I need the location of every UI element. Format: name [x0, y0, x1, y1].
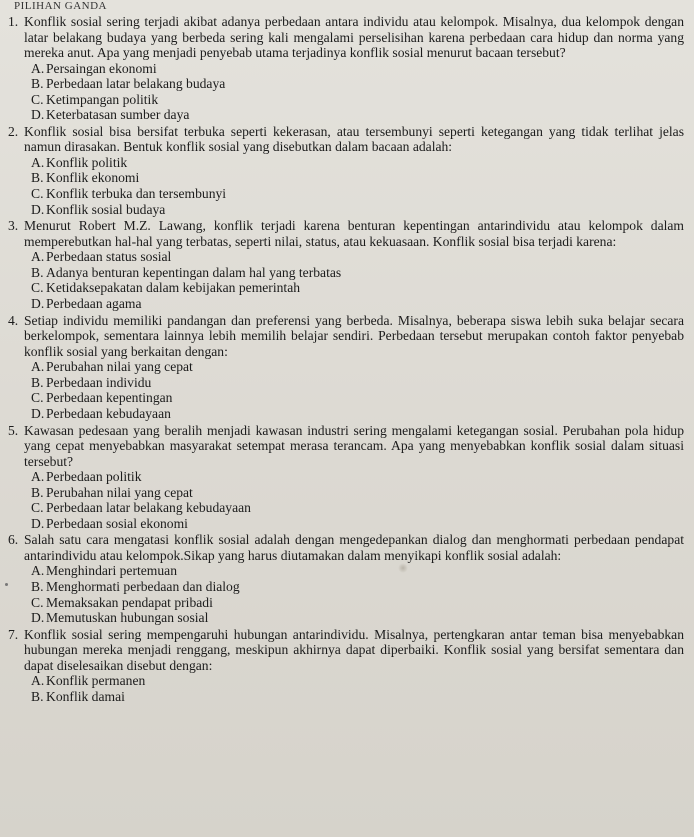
option-letter: B.	[31, 484, 44, 500]
question-6-option-b[interactable]	[31, 579, 684, 595]
section-header: PILIHAN GANDA	[14, 0, 107, 12]
question-number: 3.	[8, 218, 19, 234]
question-1-option-b[interactable]	[31, 76, 684, 92]
option-list	[31, 155, 684, 217]
question-3	[8, 218, 684, 311]
option-text: Perbedaan status sosial	[46, 249, 172, 265]
option-letter: C.	[31, 390, 44, 406]
option-letter: C.	[31, 91, 44, 107]
question-7-option-a[interactable]	[31, 673, 684, 689]
option-text: Konflik politik	[46, 154, 128, 170]
option-list	[31, 673, 684, 704]
option-letter: B.	[31, 76, 44, 92]
option-text: Konflik ekonomi	[46, 170, 140, 186]
question-list	[8, 14, 684, 705]
option-text: Menghormati perbedaan dan dialog	[46, 578, 240, 594]
question-number: 6.	[8, 532, 19, 548]
option-text: Konflik terbuka dan tersembunyi	[46, 186, 227, 202]
option-letter: C.	[31, 280, 44, 296]
question-text: Konflik sosial sering mempengaruhi hubungan antarindividu. Misalnya, pertengkaran antar teman bisa menyebabkan hubungan mereka menjadi renggang, meskipun akhirnya dapat diperbaiki. Konflik sosial yang bersifat sementara dan dapat diselesaikan disebut dengan:	[24, 626, 684, 673]
question-6-option-a[interactable]	[31, 563, 684, 579]
option-list	[31, 61, 684, 123]
question-2-option-c[interactable]	[31, 186, 684, 202]
option-letter: D.	[31, 201, 45, 217]
option-text: Perbedaan kepentingan	[46, 390, 173, 406]
question-2-option-d[interactable]	[31, 202, 684, 218]
question-number: 7.	[8, 626, 19, 642]
option-letter: C.	[31, 500, 44, 516]
option-text: Memutuskan hubungan sosial	[46, 610, 209, 626]
option-letter: B.	[31, 170, 44, 186]
question-4-option-a[interactable]	[31, 359, 684, 375]
option-letter: D.	[31, 405, 45, 421]
question-7-option-b[interactable]	[31, 689, 684, 705]
option-list	[31, 249, 684, 311]
option-text: Ketidaksepakatan dalam kebijakan pemerintah	[46, 280, 301, 296]
option-letter: D.	[31, 107, 45, 123]
option-text: Perubahan nilai yang cepat	[46, 359, 193, 375]
question-number: 4.	[8, 312, 19, 328]
option-letter: A.	[31, 154, 45, 170]
option-letter: A.	[31, 60, 45, 76]
option-letter: B.	[31, 264, 44, 280]
paper-dot	[5, 583, 8, 586]
option-letter: A.	[31, 469, 45, 484]
question-4-option-b[interactable]	[31, 375, 684, 391]
question-text: Konflik sosial sering terjadi akibat adanya perbedaan antara individu atau kelompok. Misalnya, dua kelompok dengan latar belakang budaya yang berbeda sering kali mengalami perselisihan karena perbedaan cara hidup dan norma yang mereka anut. Apa yang menjadi penyebab utama terjadinya konflik sosial menurut bacaan tersebut?	[24, 14, 684, 60]
option-text: Perbedaan sosial ekonomi	[46, 515, 188, 531]
question-7	[8, 627, 684, 705]
question-4-option-d[interactable]	[31, 406, 684, 422]
option-text: Perbedaan latar belakang kebudayaan	[46, 500, 251, 516]
option-text: Perbedaan politik	[46, 469, 142, 484]
option-text: Perbedaan agama	[46, 296, 142, 312]
question-6	[8, 532, 684, 625]
option-letter: B.	[31, 688, 44, 704]
paper-smudge	[398, 563, 408, 573]
option-text: Memaksakan pendapat pribadi	[46, 594, 213, 610]
question-text: Kawasan pedesaan yang beralih menjadi kawasan industri sering mengalami ketegangan sosial. Perubahan pola hidup yang cepat menyebabkan masyarakat setempat merasa terancam. Apa yang menyebabkan konflik sosial dalam situasi tersebut?	[24, 422, 684, 469]
option-text: Persaingan ekonomi	[46, 60, 157, 76]
question-text: Salah satu cara mengatasi konflik sosial adalah dengan mengedepankan dialog dan menghormati perbedaan pendapat antarindividu atau kelompok.Sikap yang harus diutamakan dalam menyikapi konflik sosial adalah:	[24, 532, 684, 563]
question-number: 5.	[8, 422, 19, 438]
option-text: Keterbatasan sumber daya	[46, 107, 190, 123]
option-text: Konflik sosial budaya	[46, 201, 166, 217]
question-2	[8, 124, 684, 217]
question-3-option-c[interactable]	[31, 280, 684, 296]
question-2-option-a[interactable]	[31, 155, 684, 171]
question-6-option-d[interactable]	[31, 610, 684, 626]
option-letter: A.	[31, 359, 45, 375]
option-list	[31, 563, 684, 625]
question-5	[8, 423, 684, 532]
question-3-option-d[interactable]	[31, 296, 684, 312]
question-5-option-c[interactable]	[31, 500, 684, 516]
question-4	[8, 313, 684, 422]
question-1	[8, 14, 684, 123]
question-6-option-c[interactable]	[31, 595, 684, 611]
question-number: 2.	[8, 123, 19, 139]
option-text: Perbedaan individu	[46, 374, 152, 390]
question-4-option-c[interactable]	[31, 390, 684, 406]
question-text: Konflik sosial bisa bersifat terbuka seperti kekerasan, atau tersembunyi seperti ketegangan yang tidak terlihat jelas namun dirasakan. Bentuk konflik sosial yang disebutkan dalam bacaan adalah:	[24, 123, 684, 155]
question-2-option-b[interactable]	[31, 170, 684, 186]
option-letter: D.	[31, 515, 45, 531]
option-letter: B.	[31, 374, 44, 390]
option-text: Menghindari pertemuan	[46, 563, 177, 579]
question-5-option-b[interactable]	[31, 485, 684, 501]
question-1-option-d[interactable]	[31, 107, 684, 123]
question-text: Menurut Robert M.Z. Lawang, konflik terjadi karena benturan kepentingan antarindividu atau kelompok dalam memperebutkan hal-hal yang terbatas, seperti nilai, status, atau kekuasaan. Konflik sosial bisa terjadi karena:	[24, 218, 684, 249]
question-3-option-a[interactable]	[31, 249, 684, 265]
question-5-option-d[interactable]	[31, 516, 684, 532]
option-letter: D.	[31, 296, 45, 312]
option-letter: B.	[31, 578, 44, 594]
option-text: Konflik permanen	[46, 673, 146, 689]
option-text: Konflik damai	[46, 688, 125, 704]
option-list	[31, 359, 684, 421]
option-letter: A.	[31, 563, 45, 579]
question-number: 1.	[8, 14, 19, 29]
option-list	[31, 469, 684, 531]
option-letter: A.	[31, 249, 45, 265]
option-letter: D.	[31, 610, 45, 626]
option-letter: A.	[31, 673, 45, 689]
option-letter: C.	[31, 594, 44, 610]
option-text: Perbedaan kebudayaan	[46, 405, 171, 421]
option-text: Ketimpangan politik	[46, 91, 159, 107]
question-3-option-b[interactable]	[31, 265, 684, 281]
option-text: Perbedaan latar belakang budaya	[46, 76, 226, 92]
option-text: Perubahan nilai yang cepat	[46, 484, 193, 500]
question-1-option-c[interactable]	[31, 92, 684, 108]
option-text: Adanya benturan kepentingan dalam hal yang terbatas	[46, 264, 342, 280]
question-1-option-a[interactable]	[31, 61, 684, 77]
question-5-option-a[interactable]	[31, 469, 684, 485]
question-text: Setiap individu memiliki pandangan dan preferensi yang berbeda. Misalnya, beberapa siswa lebih suka belajar secara berkelompok, sementara lainnya lebih memilih belajar sendiri. Perbedaan tersebut merupakan contoh faktor penyebab konflik sosial yang berkaitan dengan:	[24, 312, 684, 359]
option-letter: C.	[31, 186, 44, 202]
